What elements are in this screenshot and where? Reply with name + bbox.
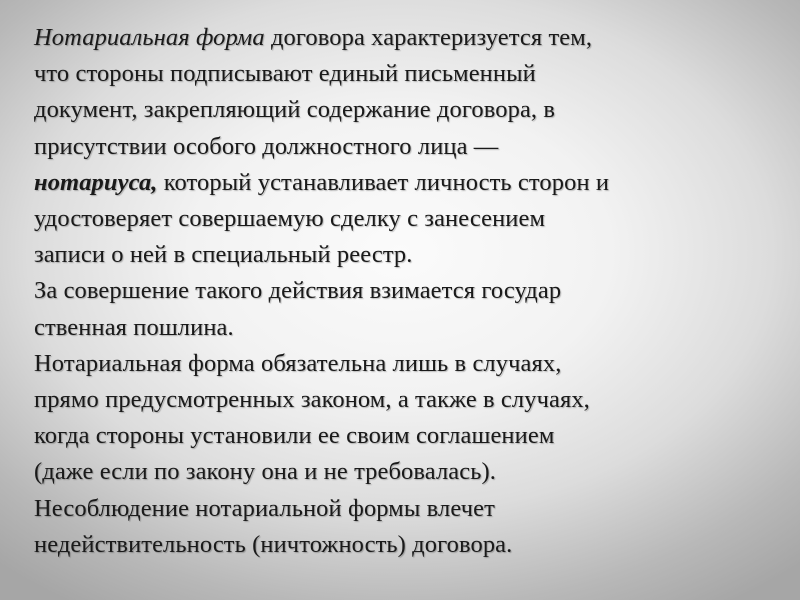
text-line: Нотариальная форма обязательна лишь в случаях, bbox=[34, 349, 562, 377]
term-notarial-form: Нотариальная форма bbox=[34, 24, 265, 51]
text-segment: договора характеризуется тем, bbox=[264, 24, 593, 51]
text-line: За совершение такого действия взимается государ bbox=[34, 277, 562, 305]
text-line: прямо предусмотренных законом, а также в случаях, bbox=[34, 386, 590, 414]
text-line: удостоверяет совершаемую сделку с занесением bbox=[34, 205, 546, 233]
text-line: (даже если по закону она и не требовалась). bbox=[34, 458, 496, 486]
text-line: недействительность (ничтожность) договора. bbox=[34, 530, 513, 558]
text-line: документ, закрепляющий содержание договора, в bbox=[34, 96, 556, 124]
text-line: присутствии особого должностного лица — bbox=[34, 132, 499, 160]
text-line: когда стороны установили ее своим соглашением bbox=[34, 422, 555, 450]
text-segment: который устанавливает личность сторон и bbox=[157, 168, 610, 196]
text-line: ственная пошлина. bbox=[34, 313, 234, 341]
term-notary: нотариуса, bbox=[34, 168, 158, 196]
text-line: что стороны подписывают единый письменный bbox=[34, 60, 536, 88]
text-line: записи о ней в специальный реестр. bbox=[34, 241, 413, 269]
text-line bbox=[34, 20, 784, 56]
slide-body-text bbox=[34, 20, 784, 563]
text-line bbox=[34, 165, 784, 201]
text-line: Несоблюдение нотариальной формы влечет bbox=[34, 494, 495, 522]
